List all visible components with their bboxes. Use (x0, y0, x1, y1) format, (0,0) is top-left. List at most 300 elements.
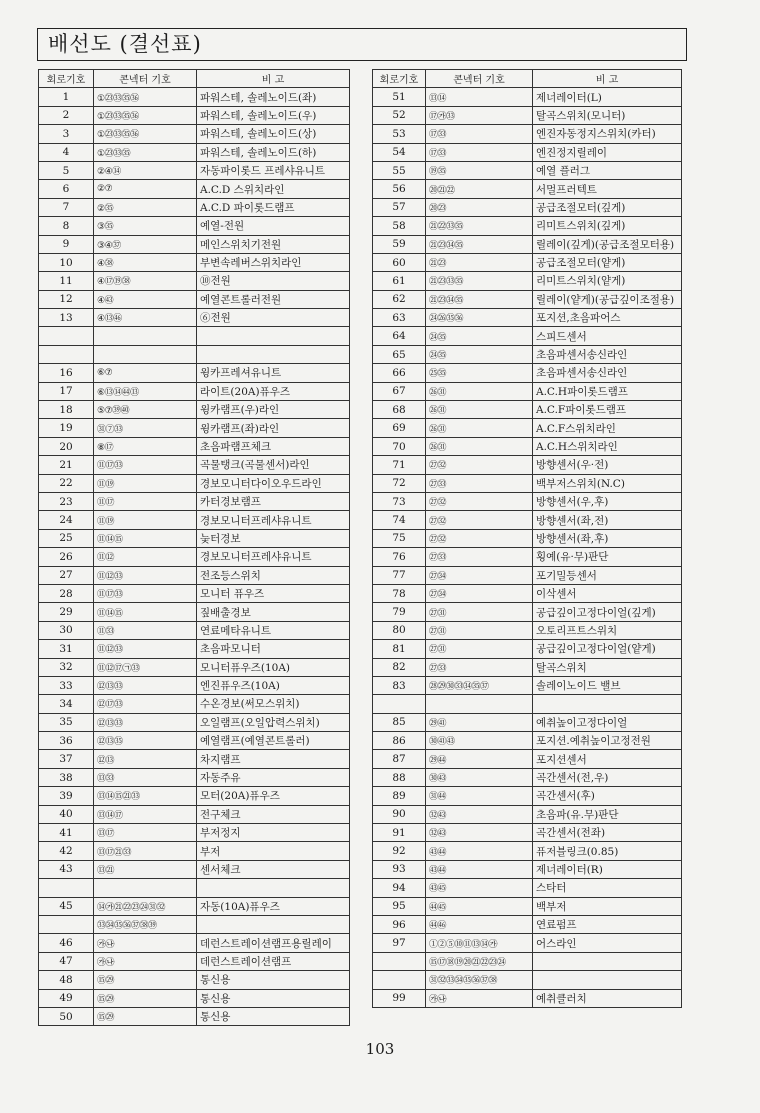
table-row (39, 860, 350, 878)
connector-cell (94, 879, 197, 897)
connector-cell: ㉛⑦㉝ (94, 419, 197, 437)
note-cell: 탈곡스위치 (533, 658, 682, 676)
circuit-no-cell: 70 (373, 437, 426, 455)
circuit-no-cell: 50 (39, 1007, 94, 1025)
connector-cell: ⑮㉙ (94, 1007, 197, 1025)
note-cell: 초음파센서송신라인 (533, 364, 682, 382)
table-row (373, 529, 682, 547)
connector-cell: ⑬⑭ (426, 88, 533, 106)
connector-cell: ⑬⑭⑮㉑㉝ (94, 787, 197, 805)
connector-cell: ㉙㊹ (426, 750, 533, 768)
circuit-no-cell: 33 (39, 676, 94, 694)
header-connector: 콘넥터 기호 (426, 70, 533, 88)
table-row (373, 401, 682, 419)
table-body-right (373, 88, 682, 1008)
connector-cell: ㉑㉓㉞㉟ (426, 290, 533, 308)
note-cell: 자동주유 (197, 768, 350, 786)
connector-cell: ⑬⑭⑰ (94, 805, 197, 823)
connector-cell: ⑪⑫㉝ (94, 640, 197, 658)
note-cell: 예열-전원 (197, 217, 350, 235)
note-cell: A.C.H파이롯드램프 (533, 382, 682, 400)
connector-cell: ㊸㊹ (426, 842, 533, 860)
circuit-no-cell (39, 915, 94, 933)
connector-cell: ⑪⑫㉝ (94, 566, 197, 584)
connector-cell: ③㉟ (94, 217, 197, 235)
table-row (39, 842, 350, 860)
table-row (373, 879, 682, 897)
note-cell: A.C.F스위치라인 (533, 419, 682, 437)
note-cell: 통신용 (197, 971, 350, 989)
note-cell: 전조등스위치 (197, 566, 350, 584)
connector-cell: ②④⑭ (94, 161, 197, 179)
connector-cell: ㉛㊹ (426, 787, 533, 805)
table-row (39, 603, 350, 621)
table-row (373, 345, 682, 363)
note-cell: A.C.D 파이롯드램프 (197, 198, 350, 216)
table-row (39, 566, 350, 584)
note-cell: 공급깊이고정다이얼(얕게) (533, 640, 682, 658)
table-row (373, 309, 682, 327)
note-cell: 연료펌프 (533, 915, 682, 933)
table-row (373, 217, 682, 235)
table-row (373, 235, 682, 253)
connector-cell: ⑬⑰㉑㉝ (94, 842, 197, 860)
note-cell: 제너레이터(L) (533, 88, 682, 106)
note-cell: 모니터 퓨우즈 (197, 584, 350, 602)
note-cell: 어스라인 (533, 934, 682, 952)
connector-cell: ⑮⑰⑱⑲⑳㉑㉒㉓㉔ (426, 952, 533, 970)
table-row (39, 511, 350, 529)
table-row (373, 437, 682, 455)
note-cell: 예열램프(예열콘트롤러) (197, 732, 350, 750)
circuit-no-cell: 40 (39, 805, 94, 823)
circuit-no-cell: 25 (39, 529, 94, 547)
table-row (39, 805, 350, 823)
circuit-no-cell: 12 (39, 290, 94, 308)
connector-cell: ③④㊲ (94, 235, 197, 253)
note-cell: 윙카램프(우)라인 (197, 401, 350, 419)
table-row (39, 934, 350, 952)
note-cell: 방향센서(우·전) (533, 456, 682, 474)
connector-cell: ⑪⑰ (94, 492, 197, 510)
circuit-no-cell: 10 (39, 253, 94, 271)
circuit-no-cell: 74 (373, 511, 426, 529)
note-cell: 예취높이고정다이얼 (533, 713, 682, 731)
circuit-no-cell: 77 (373, 566, 426, 584)
note-cell: 백부저스위치(N.C) (533, 474, 682, 492)
note-cell: 방향센서(좌,전) (533, 511, 682, 529)
table-row (39, 327, 350, 345)
table-header-row (373, 70, 682, 88)
note-cell: 카터경보램프 (197, 492, 350, 510)
circuit-no-cell: 56 (373, 180, 426, 198)
connector-cell: ㉝㉞㉟㊱㊲㊳㊴ (94, 915, 197, 933)
table-row (373, 492, 682, 510)
note-cell: 부저정지 (197, 824, 350, 842)
connector-cell: ㉔㉟ (426, 345, 533, 363)
connector-cell: ㉮㉯ (94, 952, 197, 970)
circuit-no-cell: 65 (373, 345, 426, 363)
table-row (39, 437, 350, 455)
note-cell: 스피드센서 (533, 327, 682, 345)
table-row (39, 364, 350, 382)
circuit-no-cell: 30 (39, 621, 94, 639)
note-cell: 눚터경보 (197, 529, 350, 547)
circuit-no-cell: 48 (39, 971, 94, 989)
connector-cell: ㉑㉒㉝㉟ (426, 217, 533, 235)
note-cell: 공급깊이고정다이얼(깊게) (533, 603, 682, 621)
connector-cell: ㉛㉜㉝㉞㉟㊱㊲㊳ (426, 971, 533, 989)
note-cell: A.C.D 스위치라인 (197, 180, 350, 198)
table-row (39, 88, 350, 106)
note-cell: 방향센서(우,후) (533, 492, 682, 510)
table-row (39, 732, 350, 750)
note-cell: 예열 플러그 (533, 161, 682, 179)
circuit-no-cell: 62 (373, 290, 426, 308)
connector-cell: ㉗㉝ (426, 474, 533, 492)
connector-cell: ⑥⑬⑭㊹⑬ (94, 382, 197, 400)
circuit-no-cell: 36 (39, 732, 94, 750)
table-row (39, 915, 350, 933)
table-row (39, 180, 350, 198)
circuit-no-cell: 43 (39, 860, 94, 878)
note-cell: 통신용 (197, 1007, 350, 1025)
circuit-no-cell: 29 (39, 603, 94, 621)
circuit-no-cell: 41 (39, 824, 94, 842)
connector-cell: ㉮㉯ (426, 989, 533, 1007)
note-cell: 백부저 (533, 897, 682, 915)
circuit-no-cell: 17 (39, 382, 94, 400)
circuit-no-cell: 46 (39, 934, 94, 952)
note-cell: 공급조절모터(얕게) (533, 253, 682, 271)
circuit-no-cell: 79 (373, 603, 426, 621)
connector-cell: ⑫⑰㉝ (94, 695, 197, 713)
connector-cell: ㊸㊹ (426, 860, 533, 878)
note-cell: 전구체크 (197, 805, 350, 823)
note-cell: 서멀프러텍트 (533, 180, 682, 198)
table-row (39, 787, 350, 805)
circuit-no-cell: 7 (39, 198, 94, 216)
note-cell: 스타터 (533, 879, 682, 897)
table-row (373, 621, 682, 639)
circuit-no-cell: 38 (39, 768, 94, 786)
connector-cell: ⑲㉟ (426, 161, 533, 179)
circuit-no-cell: 68 (373, 401, 426, 419)
note-cell: 윙카프레셔유니트 (197, 364, 350, 382)
note-cell: 초음파센서송신라인 (533, 345, 682, 363)
circuit-no-cell: 35 (39, 713, 94, 731)
connector-cell: ⑬㉑ (94, 860, 197, 878)
note-cell (533, 695, 682, 713)
connector-cell: ④㊳ (94, 253, 197, 271)
connector-cell: ⑪⑲ (94, 511, 197, 529)
connector-cell: ⑭㉮㉑㉒㉓㉔㉛㉜ (94, 897, 197, 915)
connector-cell: ㉚㊶㊸ (426, 732, 533, 750)
circuit-no-cell: 71 (373, 456, 426, 474)
connector-cell: ㉖㉛ (426, 437, 533, 455)
note-cell: 자동(10A)퓨우즈 (197, 897, 350, 915)
connector-cell: ⑫⑬㉝ (94, 713, 197, 731)
note-cell: 파워스테, 솔레노이드(우) (197, 106, 350, 124)
note-cell: 데런스트레이션램프용릴레이 (197, 934, 350, 952)
note-cell: 메인스위치기전원 (197, 235, 350, 253)
table-row (39, 897, 350, 915)
note-cell: 경보모니터다이오우드라인 (197, 474, 350, 492)
connector-cell: ㉖㉛ (426, 382, 533, 400)
note-cell: 곡간센서(후) (533, 787, 682, 805)
circuit-no-cell: 55 (373, 161, 426, 179)
table-row (39, 750, 350, 768)
circuit-no-cell: 66 (373, 364, 426, 382)
table-row (39, 584, 350, 602)
table-row (373, 842, 682, 860)
connector-cell: ㊹㊺ (426, 897, 533, 915)
note-cell: 릴레이(깊게)(공급조절모터용) (533, 235, 682, 253)
circuit-no-cell: 75 (373, 529, 426, 547)
connector-cell: ④㊸ (94, 290, 197, 308)
circuit-no-cell: 80 (373, 621, 426, 639)
connector-cell: ㉖㉛ (426, 419, 533, 437)
table-row (39, 106, 350, 124)
note-cell: 데런스트레이션램프 (197, 952, 350, 970)
connector-cell: ⑪⑭⑮ (94, 529, 197, 547)
table-row (373, 456, 682, 474)
table-row (373, 658, 682, 676)
table-row (373, 382, 682, 400)
connector-cell: ㉗㉜ (426, 492, 533, 510)
table-row (39, 658, 350, 676)
circuit-no-cell: 8 (39, 217, 94, 235)
table-row (373, 989, 682, 1007)
table-row (373, 676, 682, 694)
circuit-no-cell: 85 (373, 713, 426, 731)
note-cell: 엔진자동정지스위치(카터) (533, 125, 682, 143)
note-cell: A.C.F파이롯드램프 (533, 401, 682, 419)
circuit-no-cell: 34 (39, 695, 94, 713)
table-row (373, 915, 682, 933)
note-cell: ⑥전원 (197, 309, 350, 327)
circuit-no-cell: 18 (39, 401, 94, 419)
circuit-no-cell: 64 (373, 327, 426, 345)
connector-cell: ㉗㉛ (426, 640, 533, 658)
circuit-no-cell: 89 (373, 787, 426, 805)
circuit-no-cell: 26 (39, 548, 94, 566)
circuit-no-cell (39, 879, 94, 897)
circuit-no-cell: 4 (39, 143, 94, 161)
circuit-no-cell (39, 327, 94, 345)
table-row (373, 364, 682, 382)
note-cell: 자동파이롯드 프레샤유니트 (197, 161, 350, 179)
note-cell: 방향센서(좌,후) (533, 529, 682, 547)
circuit-no-cell: 86 (373, 732, 426, 750)
note-cell: 라이트(20A)퓨우즈 (197, 382, 350, 400)
table-row (39, 345, 350, 363)
table-row (39, 529, 350, 547)
circuit-no-cell: 57 (373, 198, 426, 216)
circuit-no-cell: 93 (373, 860, 426, 878)
circuit-no-cell: 92 (373, 842, 426, 860)
note-cell: 초음파(유.무)판단 (533, 805, 682, 823)
circuit-no-cell: 83 (373, 676, 426, 694)
table-row (373, 768, 682, 786)
note-cell: 곡간센서(전좌) (533, 824, 682, 842)
table-row (39, 235, 350, 253)
connector-cell: ㉑㉓㉝㉟ (426, 272, 533, 290)
note-cell: 초음파램프체크 (197, 437, 350, 455)
circuit-no-cell: 76 (373, 548, 426, 566)
table-row (39, 824, 350, 842)
table-row (373, 290, 682, 308)
connector-cell: ④⑰⑲㊳ (94, 272, 197, 290)
circuit-no-cell: 54 (373, 143, 426, 161)
connector-cell: ⑤⑦㊴㊵ (94, 401, 197, 419)
note-cell (197, 915, 350, 933)
circuit-no-cell: 73 (373, 492, 426, 510)
circuit-no-cell: 20 (39, 437, 94, 455)
connector-cell: ②㉟ (94, 198, 197, 216)
note-cell: 퓨저블링크(0.85) (533, 842, 682, 860)
circuit-no-cell: 72 (373, 474, 426, 492)
table-row (39, 695, 350, 713)
note-cell: 부변속레버스위치라인 (197, 253, 350, 271)
table-row (373, 106, 682, 124)
connector-cell: ㉘㉙㉚㉝㉞㉟㊲ (426, 676, 533, 694)
note-cell: 횡예(유·무)판단 (533, 548, 682, 566)
table-row (39, 492, 350, 510)
connector-cell: ㉗㉜ (426, 456, 533, 474)
table-row (39, 382, 350, 400)
circuit-no-cell (39, 345, 94, 363)
table-row (373, 824, 682, 842)
note-cell: 곡간센서(전,우) (533, 768, 682, 786)
connector-cell: ⑪⑰㉝ (94, 456, 197, 474)
connector-cell: ㉙㊶ (426, 713, 533, 731)
connector-cell: ⑪⑰㉝ (94, 584, 197, 602)
connector-cell (426, 695, 533, 713)
circuit-no-cell: 51 (373, 88, 426, 106)
table-row (373, 952, 682, 970)
connector-cell: ㉮㉯ (94, 934, 197, 952)
note-cell: 솔레이노이드 밸브 (533, 676, 682, 694)
page-title: 배선도 (결선표) (37, 28, 687, 61)
connector-cell: ⑮㉙ (94, 989, 197, 1007)
table-row (373, 272, 682, 290)
circuit-no-cell: 27 (39, 566, 94, 584)
header-circuit-no: 회로기호 (373, 70, 426, 88)
connector-cell: ⑥⑦ (94, 364, 197, 382)
circuit-no-cell: 1 (39, 88, 94, 106)
connector-cell: ⑳㉓ (426, 198, 533, 216)
table-body-left (39, 88, 350, 1026)
page-number: 103 (365, 1040, 395, 1058)
table-row (373, 253, 682, 271)
note-cell: 통신용 (197, 989, 350, 1007)
circuit-no-cell: 16 (39, 364, 94, 382)
table-row (373, 143, 682, 161)
note-cell (197, 879, 350, 897)
connector-cell: ㉗㉞ (426, 566, 533, 584)
circuit-no-cell: 61 (373, 272, 426, 290)
connector-cell: ⑪㉝ (94, 621, 197, 639)
connector-cell: ①㉓㉝㉟㊱ (94, 125, 197, 143)
note-cell: 초음파모니터 (197, 640, 350, 658)
connector-cell: ⑪⑫⑰㉠㉝ (94, 658, 197, 676)
table-row (39, 989, 350, 1007)
note-cell: 연료메타유니트 (197, 621, 350, 639)
note-cell: 리미트스위치(얕게) (533, 272, 682, 290)
note-cell: 부저 (197, 842, 350, 860)
note-cell: 엔진정지릴레이 (533, 143, 682, 161)
connector-cell: ㉑㉓ (426, 253, 533, 271)
header-note: 비 고 (533, 70, 682, 88)
note-cell: 오일램프(오일압력스위치) (197, 713, 350, 731)
note-cell (533, 971, 682, 989)
table-row (39, 198, 350, 216)
table-row (39, 401, 350, 419)
note-cell: 릴레이(얕게)(공급깊이조절용) (533, 290, 682, 308)
table-row (39, 125, 350, 143)
note-cell: 파워스테, 솔레노이드(하) (197, 143, 350, 161)
table-row (373, 787, 682, 805)
circuit-no-cell: 49 (39, 989, 94, 1007)
connector-cell: ㉗㉛ (426, 603, 533, 621)
connector-cell: ㉑㉓㉞㉟ (426, 235, 533, 253)
connector-cell: ⑮㉙ (94, 971, 197, 989)
circuit-no-cell (373, 695, 426, 713)
table-row (373, 805, 682, 823)
note-cell: 짚배출경보 (197, 603, 350, 621)
connector-cell: ①㉓㉝㉟ (94, 143, 197, 161)
table-row (39, 713, 350, 731)
table-row (373, 695, 682, 713)
note-cell: 제너레이터(R) (533, 860, 682, 878)
connector-cell: ④⑬㊻ (94, 309, 197, 327)
circuit-no-cell: 67 (373, 382, 426, 400)
note-cell: 모터(20A)퓨우즈 (197, 787, 350, 805)
circuit-no-cell: 96 (373, 915, 426, 933)
table-row (39, 621, 350, 639)
circuit-no-cell: 52 (373, 106, 426, 124)
circuit-no-cell: 11 (39, 272, 94, 290)
table-row (39, 290, 350, 308)
connector-cell: ⑰㉮㉝ (426, 106, 533, 124)
note-cell: 파워스테, 솔레노이드(좌) (197, 88, 350, 106)
circuit-no-cell: 32 (39, 658, 94, 676)
connector-cell: ㉔㉟ (426, 327, 533, 345)
circuit-no-cell: 21 (39, 456, 94, 474)
note-cell: 리미트스위치(깊게) (533, 217, 682, 235)
table-row (373, 180, 682, 198)
note-cell: 경보모니터프레샤유니트 (197, 548, 350, 566)
note-cell: 예취클러치 (533, 989, 682, 1007)
circuit-no-cell: 3 (39, 125, 94, 143)
table-row (373, 732, 682, 750)
connector-cell: ⑰㉝ (426, 125, 533, 143)
connector-cell: ⑬⑰ (94, 824, 197, 842)
table-row (39, 952, 350, 970)
circuit-no-cell: 87 (373, 750, 426, 768)
connector-cell: ㉕㉟ (426, 364, 533, 382)
connector-cell: ⑪⑭⑮ (94, 603, 197, 621)
connector-cell: ㉗㉝ (426, 658, 533, 676)
circuit-no-cell: 95 (373, 897, 426, 915)
table-row (39, 456, 350, 474)
note-cell: 예열콘트롤러전원 (197, 290, 350, 308)
note-cell: 경보모니터프레샤유니트 (197, 511, 350, 529)
table-row (373, 88, 682, 106)
note-cell: 이삭센서 (533, 584, 682, 602)
note-cell: 오토리프트스위치 (533, 621, 682, 639)
